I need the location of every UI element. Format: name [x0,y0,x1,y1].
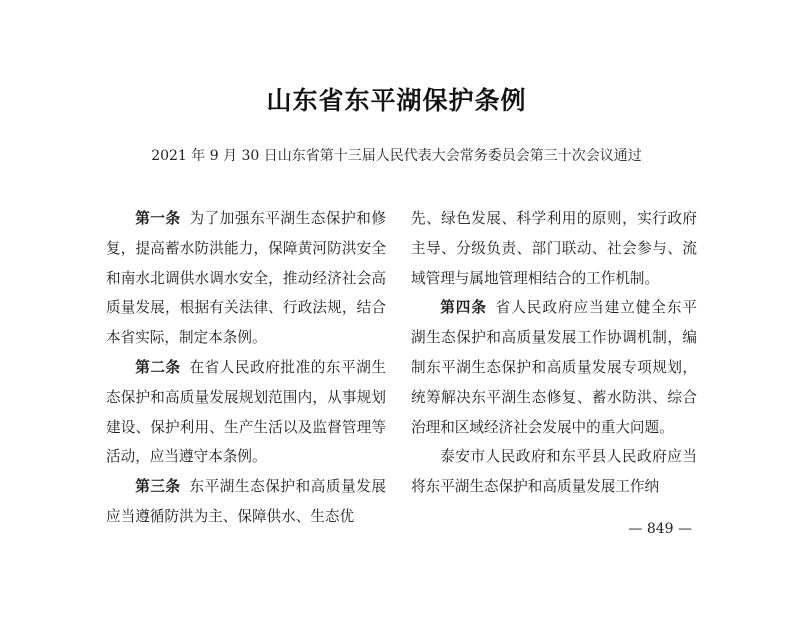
article-2-number: 第二条 [135,358,181,376]
article-1 [106,204,386,353]
article-4-paragraph-2 [411,442,697,502]
left-column [106,204,386,532]
document-subtitle: 2021 年 9 月 30 日山东省第十三届人民代表大会常务委员会第三十次会议通过 [151,148,642,164]
article-3-continued [411,204,697,293]
article-4-number: 第四条 [440,299,487,317]
article-3-start [106,472,386,532]
document-title: 山东省东平湖保护条例 [266,86,527,115]
article-3-number: 第三条 [135,478,181,496]
article-1-number: 第一条 [135,210,181,227]
article-2 [106,353,386,472]
right-column [411,204,697,502]
article-3-text-continued: 先、绿色发展、科学利用的原则，实行政府主导、分级负责、部门联动、社会参与、流域管理与属地管理相结合的工作机制。 [411,210,697,287]
article-4-paragraph-2-text: 泰安市人民政府和东平县人民政府应当将东平湖生态保护和高质量发展工作纳 [411,448,697,496]
article-2-text: 在省人民政府批准的东平湖生态保护和高质量发展规划范围内，从事规划建设、保护利用、生产生活以及监督管理等活动，应当遵守本条例。 [106,358,386,466]
article-4 [411,293,697,442]
article-3-text-start: 东平湖生态保护和高质量发展应当遵循防洪为主、保障供水、生态优 [106,478,386,525]
article-1-text: 为了加强东平湖生态保护和修复，提高蓄水防洪能力，保障黄河防洪安全和南水北调供水调水安全，推动经济社会高质量发展，根据有关法律、行政法规，结合本省实际，制定本条例。 [106,210,386,347]
article-4-text: 省人民政府应当建立健全东平湖生态保护和高质量发展工作协调机制，编制东平湖生态保护和高质量发展专项规划，统筹解决东平湖生态修复、蓄水防洪、综合治理和区域经济社会发展中的重大问题。 [411,299,697,436]
page-number: — 849 — [628,521,692,537]
